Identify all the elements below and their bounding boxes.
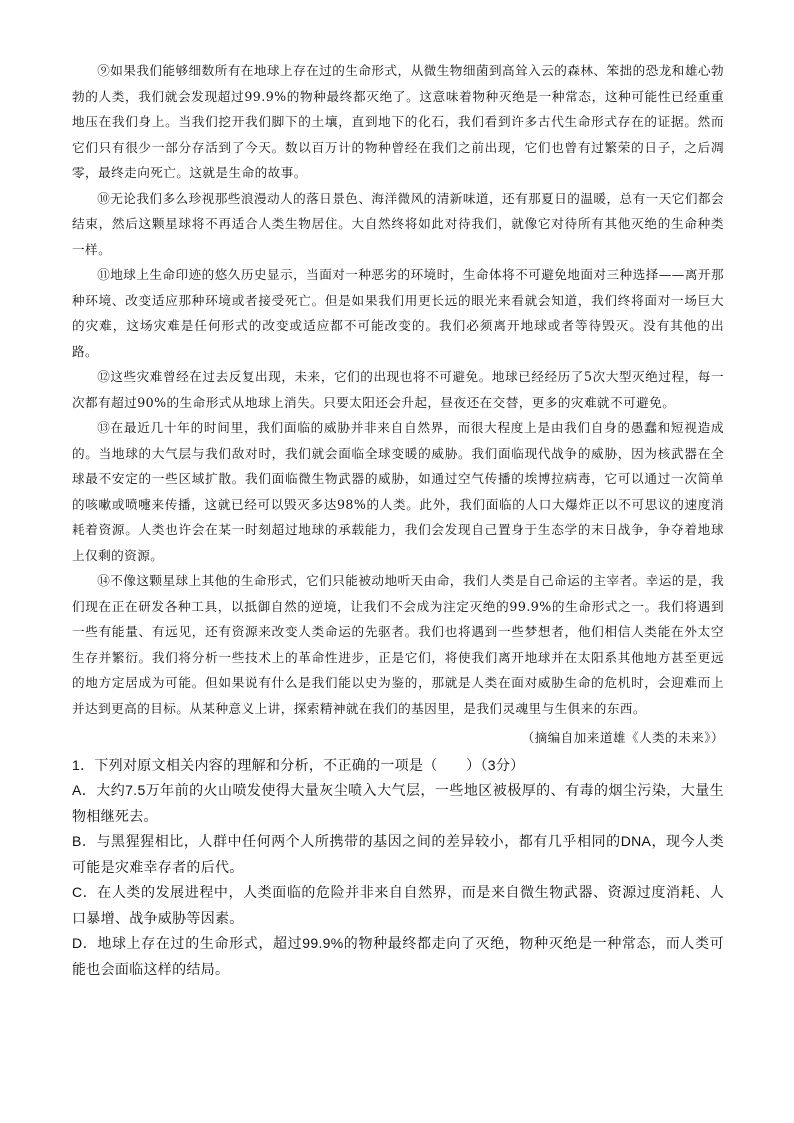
question-1 (72, 753, 724, 983)
paragraph-13: ⑬在最近几十年的时间里，我们面临的威胁并非来自自然界，而很大程度上是由我们自身的愚蠢和短视造成的。当地球的大气层与我们敌对时，我们就会面临全球变暖的威胁。我们面临现代战争的威胁，因为核武器在全球最不安定的一些区域扩散。我们面临微生物武器的威胁，如通过空气传播的埃博拉病毒，它可以通过一次简单的咳嗽或喷嚏来传播，这就已经可以毁灭多达98%的人类。此外，我们面临的人口大爆炸正以不可思议的速度消耗着资源。人类也许会在某一时刻超过地球的承载能力，我们会发现自己置身于生态学的末日战争，争夺着地球上仅剩的资源。 (72, 420, 724, 563)
question-stem: 1．下列对原文相关内容的理解和分析，不正确的一项是（ ）（3分） (72, 756, 525, 773)
passage (72, 58, 724, 721)
option-c: C．在人类的发展进程中，人类面临的危险并非来自自然界，而是来自微生物武器、资源过度消耗、人口暴增、战争威胁等因素。 (72, 884, 724, 926)
document-page (72, 58, 724, 982)
paragraph-12: ⑫这些灾难曾经在过去反复出现，未来，它们的出现也将不可避免。地球已经经历了5次大型灭绝过程，每一次都有超过90%的生命形式从地球上消失。只要太阳还会升起，昼夜还在交替，更多的灾难就不可避免。 (72, 369, 724, 410)
paragraph-14: ⑭不像这颗星球上其他的生命形式，它们只能被动地听天由命，我们人类是自己命运的主宰者。幸运的是，我们现在正在研发各种工具，以抵御自然的逆境，让我们不会成为注定灭绝的99.9%的生命形式之一。我们将遇到一些有能量、有远见，还有资源来改变人类命运的先驱者。我们也将遇到一些梦想者，他们相信人类能在外太空生存并繁衍。我们将分析一些技术上的革命性进步，正是它们，将使我们离开地球并在太阳系其他地方甚至更远的地方定居成为可能。但如果说有什么是我们能以史为鉴的，那就是人类在面对威胁生命的危机时，会迎难而上并达到更高的目标。从某种意义上讲，探索精神就在我们的基因里，是我们灵魂里与生俱来的东西。 (72, 573, 724, 716)
paragraph-9: ⑨如果我们能够细数所有在地球上存在过的生命形式，从微生物细菌到高耸入云的森林、笨拙的恐龙和雄心勃勃的人类，我们就会发现超过99.9%的物种最终都灭绝了。这意味着物种灭绝是一种常态，这种可能性已经重重地压在我们身上。当我们挖开我们脚下的土壤，直到地下的化石，我们看到许多古代生命形式存在的证据。然而它们只有很少一部分存活到了今天。数以百万计的物种曾经在我们之前出现，它们也曾有过繁荣的日子，之后凋零，最终走向死亡。这就是生命的故事。 (72, 63, 724, 180)
option-d: D．地球上存在过的生命形式，超过99.9%的物种最终都走向了灭绝，物种灭绝是一种常态，而人类可能也会面临这样的结局。 (72, 935, 724, 977)
source-citation: （摘编自加来道雄《人类的未来》） (521, 730, 724, 745)
option-b: B．与黑猩猩相比，人群中任何两个人所携带的基因之间的差异较小，都有几乎相同的DNA，现今人类可能是灾难幸存者的后代。 (72, 833, 724, 875)
paragraph-10: ⑩无论我们多么珍视那些浪漫动人的落日景色、海洋微风的清新味道，还有那夏日的温暖，总有一天它们都会结束，然后这颗星球将不再适合人类生物居住。大自然终将如此对待我们，就像它对待所有其他灭绝的生命种类一样。 (72, 190, 724, 257)
paragraph-11: ⑪地球上生命印迹的悠久历史显示，当面对一种恶劣的环境时，生命体将不可避免地面对三种选择——离开那种环境、改变适应那种环境或者接受死亡。但是如果我们用更长远的眼光来看就会知道，我们终将面对一场巨大的灾难，这场灾难是任何形式的改变或适应都不可能改变的。我们必须离开地球或者等待毁灭。没有其他的出路。 (72, 267, 724, 359)
option-a: A．大约7.5万年前的火山喷发使得大量灰尘喷入大气层，一些地区被极厚的、有毒的烟尘污染，大量生物相继死去。 (72, 782, 724, 824)
